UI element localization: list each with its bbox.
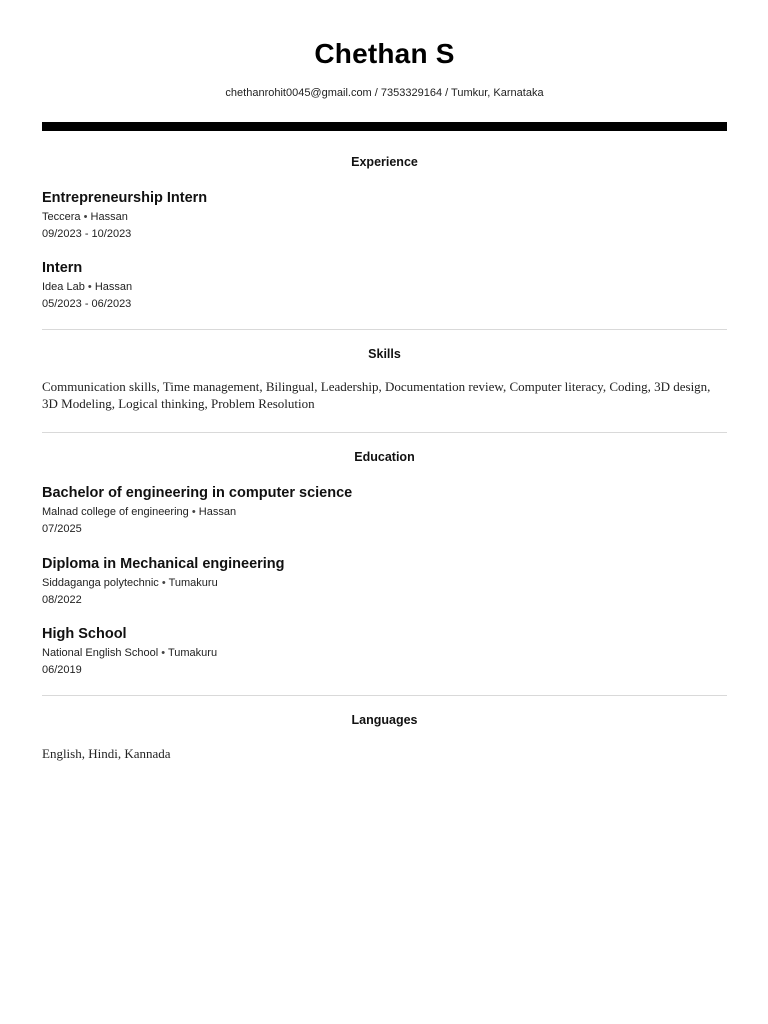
education-date: 06/2019 [42,664,82,676]
job-dates: 05/2023 - 06/2023 [42,298,132,310]
degree-title: Bachelor of engineering in computer science [42,485,353,501]
header-divider [42,122,727,131]
job-location: Hassan [94,281,133,293]
degree-title: High School [42,626,127,642]
separator-dot: • [161,577,166,589]
company-name: Teccera [42,211,81,223]
experience-entry [42,189,727,241]
languages-heading: Languages [351,713,418,727]
education-entry [42,555,727,607]
school-info [42,576,727,590]
school-location: Tumakuru [168,577,218,589]
section-divider [42,329,727,330]
separator-dot: • [83,211,88,223]
contact-info: chethanrohit0045@gmail.com / 7353329164 / Tumkur, Karnataka [225,87,544,99]
skills-list: Communication skills, Time management, Bilingual, Leadership, Documentation review, Computer literacy, Coding, 3D design, 3D Modeling, Logical thinking, Problem Resolution [42,379,711,411]
school-info [42,505,727,519]
languages-list: English, Hindi, Kannada [42,746,171,761]
job-org [42,280,727,294]
school-name: Malnad college of engineering [42,506,189,518]
job-title: Intern [42,260,83,276]
education-date: 08/2022 [42,594,82,606]
education-entry [42,484,727,536]
school-location: Hassan [198,506,237,518]
school-name: Siddaganga polytechnic [42,577,159,589]
separator-dot: • [161,647,166,659]
section-divider [42,695,727,696]
separator-dot: • [191,506,196,518]
skills-heading: Skills [368,347,401,361]
education-heading: Education [354,450,415,464]
job-dates: 09/2023 - 10/2023 [42,228,132,240]
job-org [42,210,727,224]
job-title: Entrepreneurship Intern [42,190,208,206]
degree-title: Diploma in Mechanical engineering [42,556,285,572]
candidate-name: Chethan S [314,38,455,69]
school-location: Tumakuru [167,647,218,659]
company-name: Idea Lab [42,281,85,293]
job-location: Hassan [90,211,128,223]
school-name: National English School [42,647,159,659]
experience-entry [42,259,727,311]
education-entry [42,625,727,677]
school-info [42,646,727,660]
education-date: 07/2025 [42,523,82,535]
section-divider [42,432,727,433]
experience-heading: Experience [351,155,418,169]
separator-dot: • [87,281,92,293]
